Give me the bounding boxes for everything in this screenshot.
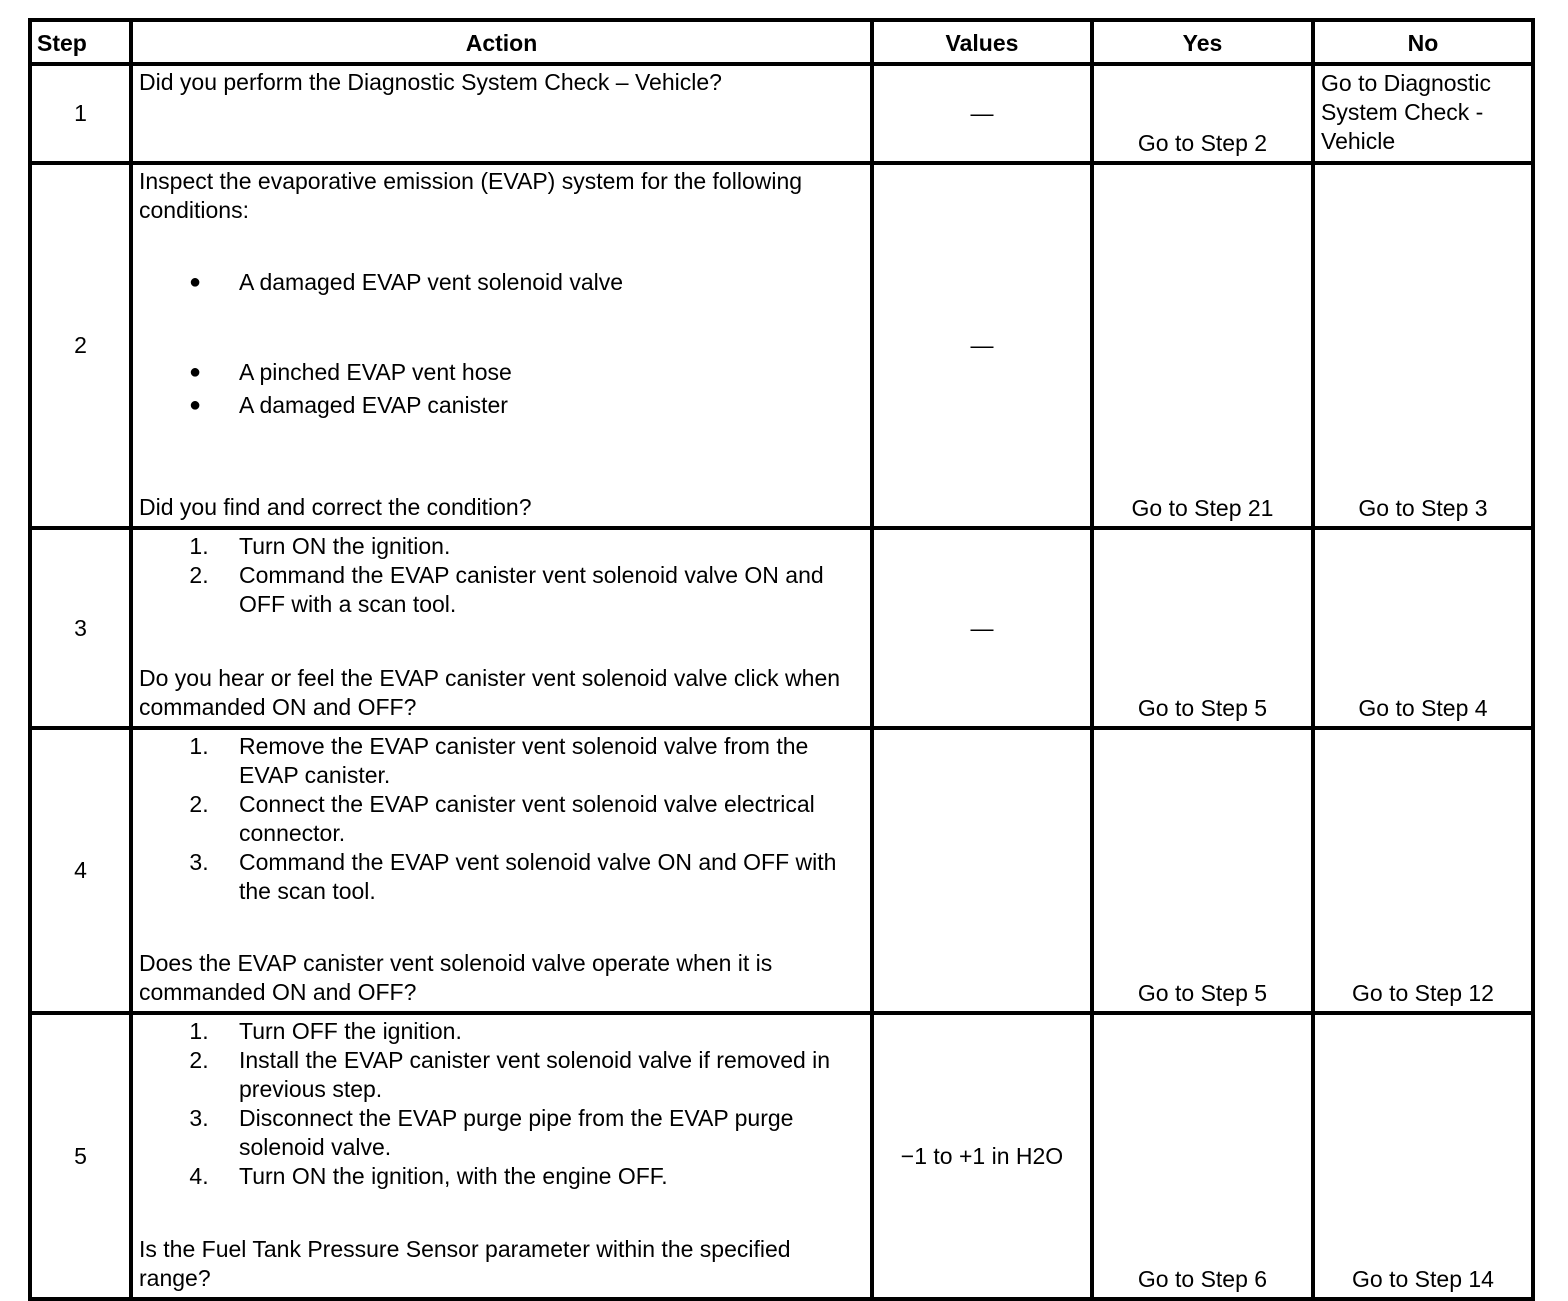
table-row — [30, 1013, 1533, 1299]
header-step: Step — [30, 20, 131, 64]
step-number: 1 — [30, 64, 131, 163]
value-cell: −1 to +1 in H2O — [872, 1013, 1092, 1299]
bullet-marker: ● — [188, 271, 202, 293]
step-number: 5 — [30, 1013, 131, 1299]
action-cell — [131, 1013, 872, 1299]
bullet-marker: ● — [188, 394, 202, 416]
no-cell: Go to Step 14 — [1313, 1013, 1533, 1299]
list-item: ● A damaged EVAP vent solenoid valve — [139, 268, 862, 297]
value-cell: — — [872, 64, 1092, 163]
table-row — [30, 728, 1533, 1013]
no-cell: Go to Step 12 — [1313, 728, 1533, 1013]
value-cell: — — [872, 163, 1092, 528]
table-row — [30, 163, 1533, 528]
yes-cell: Go to Step 5 — [1092, 528, 1313, 728]
table-row — [30, 528, 1533, 728]
header-action: Action — [131, 20, 872, 64]
header-no: No — [1313, 20, 1533, 64]
action-question: Do you hear or feel the EVAP canister vent solenoid valve click when commanded ON and OFF? — [139, 665, 841, 720]
list-item: 2. Connect the EVAP canister vent solenoid valve electrical connector. — [189, 791, 815, 846]
list-item: 1. Turn ON the ignition. — [189, 533, 451, 559]
list-item: 3. Command the EVAP vent solenoid valve ON and OFF with the scan tool. — [189, 849, 837, 904]
diagnostic-table — [28, 18, 1535, 1301]
list-item: 1. Remove the EVAP canister vent solenoid valve from the EVAP canister. — [189, 733, 809, 788]
step-number: 4 — [30, 728, 131, 1013]
condition-list — [139, 268, 862, 420]
action-question: Did you perform the Diagnostic System Check – Vehicle? — [139, 69, 722, 95]
list-item: ● A damaged EVAP canister — [139, 391, 862, 420]
action-cell — [131, 64, 872, 163]
list-item: 2. Install the EVAP canister vent solenoid valve if removed in previous step. — [189, 1047, 831, 1102]
action-cell — [131, 528, 872, 728]
action-question: Does the EVAP canister vent solenoid valve operate when it is commanded ON and OFF? — [139, 950, 773, 1005]
no-cell: Go to Diagnostic System Check - Vehicle — [1313, 64, 1533, 163]
step-list — [139, 1017, 862, 1191]
no-cell: Go to Step 3 — [1313, 163, 1533, 528]
action-question: Is the Fuel Tank Pressure Sensor parameter within the specified range? — [139, 1236, 791, 1291]
list-item: 1. Turn OFF the ignition. — [189, 1018, 462, 1044]
step-list — [139, 532, 862, 619]
bullet-marker: ● — [188, 361, 202, 383]
yes-cell: Go to Step 21 — [1092, 163, 1313, 528]
action-cell — [131, 728, 872, 1013]
list-item: 2. Command the EVAP canister vent solenoid valve ON and OFF with a scan tool. — [189, 562, 824, 617]
no-cell: Go to Step 4 — [1313, 528, 1533, 728]
header-yes: Yes — [1092, 20, 1313, 64]
step-number: 2 — [30, 163, 131, 528]
step-list — [139, 732, 862, 906]
value-cell: — — [872, 528, 1092, 728]
yes-cell: Go to Step 6 — [1092, 1013, 1313, 1299]
list-item: ● A pinched EVAP vent hose — [139, 358, 862, 387]
list-item: 4. Turn ON the ignition, with the engine OFF. — [189, 1163, 668, 1189]
step-number: 3 — [30, 528, 131, 728]
yes-cell: Go to Step 2 — [1092, 64, 1313, 163]
header-values: Values — [872, 20, 1092, 64]
yes-cell: Go to Step 5 — [1092, 728, 1313, 1013]
value-cell — [872, 728, 1092, 1013]
table-row — [30, 64, 1533, 163]
list-item: 3. Disconnect the EVAP purge pipe from the EVAP purge solenoid valve. — [189, 1105, 794, 1160]
action-intro: Inspect the evaporative emission (EVAP) system for the following conditions: — [139, 168, 803, 223]
action-cell — [131, 163, 872, 528]
header-row — [30, 20, 1533, 64]
action-question: Did you find and correct the condition? — [139, 494, 532, 520]
